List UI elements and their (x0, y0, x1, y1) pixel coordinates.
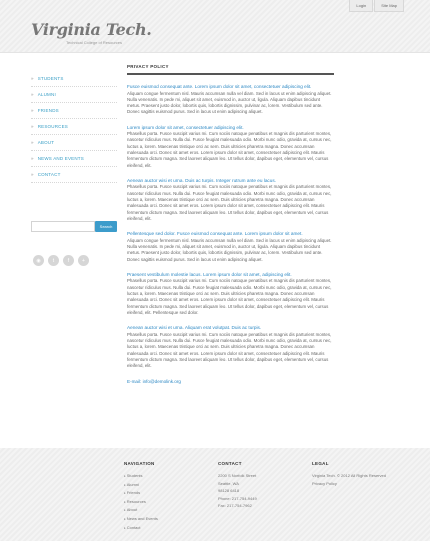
email-link[interactable]: E-mail: info@demolink.org (127, 378, 181, 384)
sidebar-item-news[interactable] (31, 151, 117, 167)
section-heading[interactable]: Aenean auctor wisi et urna. Aliquam erat volutpat. Duis ac turpis. (127, 325, 262, 331)
sidebar-item-students[interactable] (31, 71, 117, 87)
footer-nav-link[interactable]: ▸ Resources (124, 498, 158, 507)
search-form (31, 221, 117, 232)
footer-divider (0, 445, 430, 451)
footer-legal-title: LEGAL (312, 461, 329, 466)
footer-nav-link[interactable]: ▸ News and Events (124, 515, 158, 524)
contact-line: 2200 S Norfolk Street (218, 473, 257, 478)
contact-line: Seattle, WA (218, 480, 239, 486)
sidebar-item-label: NEWS AND EVENTS (37, 156, 84, 161)
section-heading[interactable]: Fusce euismod consequat ante. Lorem ipsum dolor sit amet, consectetuer adipiscing elit. (127, 84, 312, 89)
footer-nav-link[interactable]: ▸ Contact (124, 524, 158, 533)
sidebar-item-label: STUDENTS (37, 76, 64, 81)
arrow-icon: » (31, 172, 34, 177)
section-body: Phasellus porta. Fusce suscipit varius mi. Cum sociis natoque penatibus et magnis dis parturient montes, nascetur ridiculus mus. Nulla dui. Fusce feugiat malesuada odio. Morbi nunc odio, gravida at, cursus nec, luctus a, lorem. Maecenas tristique orci ac sem. Duis ultricies pharetra magna. Donec accumsan malesuada orci. Donec sit amet eros. Lorem ipsum dolor sit amet, consectetuer adipiscing elit. Mauris fermentum dictum magna. Sed laoreet aliquam leo. Ut tellus dolor, dapibus eget, elementum vel, cursus eleifend, elit. (127, 131, 332, 168)
footer-nav-link[interactable]: ▸ Students (124, 472, 158, 481)
section-heading[interactable]: Pellentesque sed dolor. Fusce euismod consequat ante. Lorem ipsum dolor sit amet. (127, 231, 303, 237)
header (0, 0, 430, 53)
sidebar-nav (31, 71, 117, 183)
policy-section (127, 178, 334, 222)
section-body: Phasellus porta. Fusce suscipit varius mi. Cum sociis natoque penatibus et magnis dis parturient montes, nascetur ridiculus mus. Nulla dui. Fusce feugiat malesuada odio. Morbi nunc odio, gravida at, cursus nec, luctus a, lorem. Maecenas tristique orci ac sem. Duis ultricies pharetra magna. Donec accumsan malesuada orci. Donec sit amet eros. Lorem ipsum dolor sit amet, consectetuer adipiscing elit. Mauris fermentum dictum magna. Sed laoreet aliquam leo. Ut tellus dolor, dapibus eget, elementum vel, cursus eleifend, elit. Pellentesque sed dolor. (127, 278, 332, 315)
policy-section (127, 125, 334, 169)
footer-navigation (124, 461, 158, 532)
facebook-icon[interactable]: f (63, 255, 74, 266)
section-body: Phasellus porta. Fusce suscipit varius mi. Cum sociis natoque penatibus et magnis dis parturient montes, nascetur ridiculus mus. Nulla dui. Fusce feugiat malesuada odio. Morbi nunc odio, gravida at, cursus nec, luctus a, lorem. Maecenas tristique orci ac sem. Duis ultricies pharetra magna. Donec accumsan malesuada orci. Donec sit amet eros. Lorem ipsum dolor sit amet, consectetuer adipiscing elit. Mauris fermentum dictum magna. Sed laoreet aliquam leo. Ut tellus dolor, dapibus eget, elementum vel, cursus eleifend, elit. (127, 331, 332, 369)
arrow-icon: » (31, 156, 34, 161)
policy-section (127, 231, 334, 263)
sitemap-link[interactable]: Site Map (374, 0, 404, 12)
site-tagline: Technical College of Resources (66, 40, 123, 45)
policy-section (127, 84, 334, 116)
sidebar-item-label: ALUMNI (37, 92, 56, 97)
section-heading[interactable]: Lorem ipsum dolor sit amet, consectetuer adipiscing elit. (127, 124, 244, 130)
search-input[interactable] (31, 221, 95, 232)
sidebar-item-label: CONTACT (37, 172, 61, 177)
sidebar-item-friends[interactable] (31, 103, 117, 119)
footer-contact (218, 461, 257, 510)
arrow-icon: » (31, 140, 34, 145)
sidebar-item-alumni[interactable] (31, 87, 117, 103)
policy-section (127, 272, 334, 316)
sidebar-item-label: FRIENDS (37, 108, 59, 113)
top-links (348, 0, 404, 12)
sidebar-item-label: ABOUT (37, 140, 55, 145)
copyright-text: Virginia Tech. © 2012 All Rights Reserved (312, 473, 386, 478)
contact-line: Phone: 217-754-9449 (218, 495, 257, 501)
contact-line: Fax: 217-754-7962 (218, 503, 252, 509)
sidebar-item-contact[interactable] (31, 167, 117, 183)
arrow-icon: » (31, 92, 34, 97)
page-title: PRIVACY POLICY (127, 64, 334, 75)
social-icons (33, 255, 93, 266)
policy-section (127, 325, 334, 369)
section-body: Aliquam congue fermentum nisl. Mauris accumsan nulla vel diam. Sed in lacus ut enim adipiscing aliquet. Nulla venenatis. In pede mi, aliquet sit amet, euismod in, auctor ut, ligula. Aliquam dapibus tincidunt metus. Praesent justo dolor, lobortis quis, lobortis dignissim, pulvinar ac, lorem. Vestibulum sed ante. Donec sagittis euismod purus. Sed in lacus ut enim adipiscing aliquet. (127, 90, 332, 115)
section-body: Aliquam congue fermentum nisl. Mauris accumsan nulla vel diam. Sed in lacus ut enim adipiscing aliquet. Nulla venenatis. In pede mi, aliquet sit amet, euismod in, auctor ut, ligula. Aliquam dapibus tincidunt metus. Praesent justo dolor, lobortis quis, lobortis dignissim, pulvinar ac, lorem. Vestibulum sed ante. Donec sagittis euismod purus. Sed in lacus ut enim adipiscing aliquet. (127, 237, 332, 262)
sidebar-item-label: RESOURCES (37, 124, 69, 129)
privacy-policy-link[interactable]: Privacy Policy (312, 480, 337, 486)
arrow-icon: » (31, 108, 34, 113)
footer-contact-title: CONTACT (218, 461, 242, 466)
rss-icon[interactable]: ◉ (33, 255, 44, 266)
twitter-icon[interactable]: t (48, 255, 59, 266)
contact-line: 98128 6418 (218, 488, 240, 494)
site-logo[interactable]: Virginia Tech. (31, 20, 152, 39)
main-content (127, 64, 334, 384)
sidebar-item-about[interactable] (31, 135, 117, 151)
section-heading[interactable]: Aenean auctor wisi et urna. Duis ac turpis. Integer rutrum ante eu lacus. (127, 177, 277, 183)
login-link[interactable]: Login (349, 0, 373, 12)
footer-navigation-title: NAVIGATION (124, 461, 155, 466)
section-heading[interactable]: Praesent vestibulum molestie lacus. Lorem ipsum dolor sit amet, adipiscing elit. (127, 271, 292, 277)
footer (0, 448, 430, 541)
footer-nav-link[interactable]: ▸ Friends (124, 489, 158, 498)
arrow-icon: » (31, 76, 34, 81)
footer-nav-link[interactable]: ▸ Alumni (124, 481, 158, 490)
footer-legal (312, 461, 386, 487)
plus-icon[interactable]: + (78, 255, 89, 266)
footer-nav-link[interactable]: ▸ About (124, 506, 158, 515)
sidebar-item-resources[interactable] (31, 119, 117, 135)
search-button[interactable]: Search (95, 221, 117, 232)
section-body: Phasellus porta. Fusce suscipit varius mi. Cum sociis natoque penatibus et magnis dis parturient montes, nascetur ridiculus mus. Nulla dui. Fusce feugiat malesuada odio. Morbi nunc odio, gravida at, cursus nec, luctus a, lorem. Maecenas tristique orci ac sem. Duis ultricies pharetra magna. Donec accumsan malesuada orci. Donec sit amet eros. Lorem ipsum dolor sit amet, consectetuer adipiscing elit. Mauris fermentum dictum magna. Sed laoreet aliquam leo. Ut tellus dolor, dapibus eget, elementum vel, cursus eleifend, elit. (127, 184, 332, 221)
arrow-icon: » (31, 124, 34, 129)
